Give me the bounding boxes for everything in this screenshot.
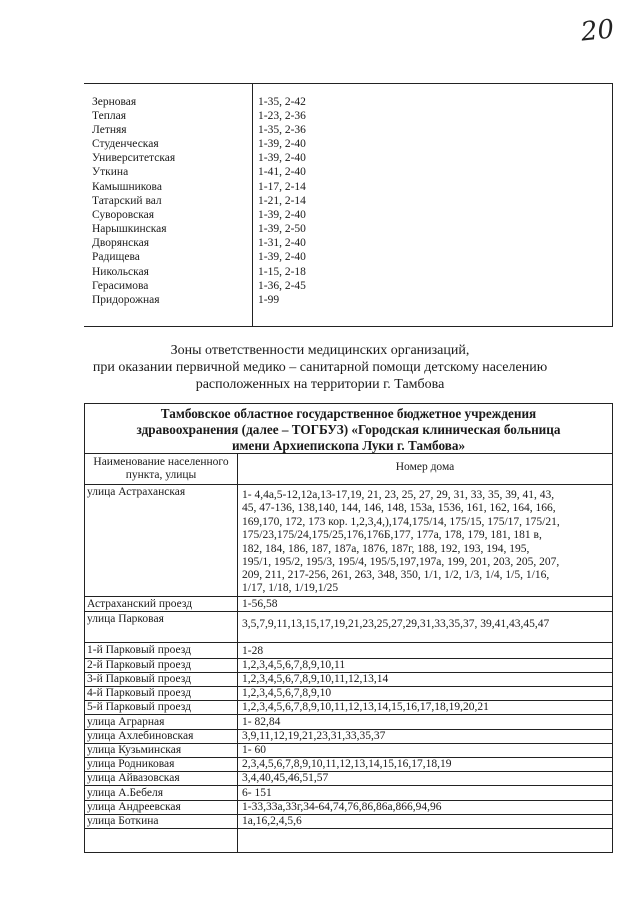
house-numbers-line: 1- 4,4а,5-12,12а,13-17,19, 21, 23, 25, 27, 29, 31, 33, 35, 39, 41, 43, <box>242 489 555 501</box>
house-numbers: 1-39, 2-40 <box>258 251 306 263</box>
house-numbers: 1-35, 2-42 <box>258 96 306 108</box>
street-name: улица А.Бебеля <box>87 787 163 799</box>
street-name: 4-й Парковый проезд <box>87 687 191 699</box>
street-name: 2-й Парковый проезд <box>87 659 191 671</box>
house-numbers-line: 209, 211, 217-256, 261, 263, 348, 350, 1/1, 1/2, 1/3, 1/4, 1/5, 1/16, <box>242 569 550 581</box>
house-numbers-line: 1/17, 1/18, 1/19,1/25 <box>242 582 339 594</box>
house-numbers: 1-35, 2-36 <box>258 124 306 136</box>
column-header-houses: Номер дома <box>395 461 455 473</box>
street-name: Радищева <box>92 251 140 263</box>
house-numbers: 1-23, 2-36 <box>258 110 306 122</box>
house-numbers-line: 3,5,7,9,11,13,15,17,19,21,23,25,27,29,31,33,35,37, 39,41,43,45,47 <box>242 618 550 630</box>
street-name: Придорожная <box>92 294 160 306</box>
house-numbers: 1-39, 2-40 <box>258 138 306 150</box>
house-numbers-line: 1,2,3,4,5,6,7,8,9,10,11,12,13,14,15,16,17,18,19,20,21 <box>242 701 489 713</box>
house-numbers: 1-17, 2-14 <box>258 181 306 193</box>
house-numbers-line: 175/23,175/24,175/25,176,176Б,177, 177а, 178, 179, 181, 181 в, <box>242 529 542 541</box>
street-name: 3-й Парковый проезд <box>87 673 191 685</box>
street-name: улица Ахлебиновская <box>87 730 194 742</box>
org-title-line: здравоохранения (далее – ТОГБУЗ) «Городская клиническая больница <box>136 422 561 437</box>
house-numbers-line: 1,2,3,4,5,6,7,8,9,10,11 <box>242 659 346 671</box>
street-name: улица Боткина <box>87 815 159 827</box>
street-name: Дворянская <box>92 237 150 249</box>
house-numbers-line: 6- 151 <box>242 787 272 799</box>
house-numbers-line: 169,170, 172, 173 кор. 1,2,3,4,),174,175/14, 175/15, 175/17, 175/21, <box>242 516 560 528</box>
column-header-line: пункта, улицы <box>125 469 197 481</box>
house-numbers: 1-39, 2-50 <box>258 223 306 235</box>
house-numbers-line: 1- 82,84 <box>242 716 281 728</box>
street-name: 1-й Парковый проезд <box>87 644 191 656</box>
page-number: 20 <box>579 14 616 48</box>
house-numbers-line: 1-33,33а,33г,34-64,74,76,86,86а,866,94,96 <box>242 801 442 813</box>
house-numbers-line: 1-28 <box>242 645 264 657</box>
section-heading <box>60 342 580 393</box>
house-numbers-line: 3,9,11,12,19,21,23,31,33,35,37 <box>242 730 386 742</box>
house-numbers: 1-31, 2-40 <box>258 237 306 249</box>
row-line <box>84 714 613 715</box>
house-numbers-line: 3,4,40,45,46,51,57 <box>242 772 329 784</box>
street-name: Татарский вал <box>92 195 162 207</box>
street-name: Суворовская <box>92 209 155 221</box>
row-line <box>84 403 613 404</box>
house-numbers-line: 182, 184, 186, 187, 187а, 1876, 187г, 188, 192, 193, 194, 195, <box>242 543 530 555</box>
house-numbers-line: 45, 47-136, 138,140, 144, 146, 148, 153а, 1536, 161, 162, 164, 166, <box>242 502 556 514</box>
street-name: улица Парковая <box>87 613 164 625</box>
column-header-street <box>86 456 236 482</box>
street-name: улица Родниковая <box>87 758 175 770</box>
column-header-line: Наименование населенного <box>93 456 229 468</box>
house-numbers: 1-39, 2-40 <box>258 209 306 221</box>
house-numbers-line: 195/1, 195/2, 195/3, 195/4, 195/5,197,197а, 199, 201, 203, 205, 207, <box>242 556 560 568</box>
house-numbers: 1-41, 2-40 <box>258 166 306 178</box>
row-line <box>84 484 613 485</box>
house-numbers: 1-36, 2-45 <box>258 280 306 292</box>
top-street-table <box>84 83 613 327</box>
street-name: улица Андреевская <box>87 801 181 813</box>
row-line <box>84 642 613 643</box>
row-line <box>84 852 613 853</box>
heading-line: Зоны ответственности медицинских организаций, <box>170 343 470 358</box>
street-name: Летняя <box>92 124 127 136</box>
house-numbers: 1-15, 2-18 <box>258 266 306 278</box>
house-numbers-line: 1,2,3,4,5,6,7,8,9,10 <box>242 687 332 699</box>
street-name: улица Астраханская <box>87 486 186 498</box>
street-name: улица Аграрная <box>87 716 165 728</box>
house-numbers-line: 1-56,58 <box>242 598 278 610</box>
house-numbers-line: 1,2,3,4,5,6,7,8,9,10,11,12,13,14 <box>242 673 389 685</box>
street-name: Нарышкинская <box>92 223 167 235</box>
row-line <box>84 828 613 829</box>
house-numbers: 1-21, 2-14 <box>258 195 306 207</box>
street-name: улица Кузьминская <box>87 744 182 756</box>
house-numbers-line: 1- 60 <box>242 744 266 756</box>
organization-title <box>92 406 605 454</box>
org-title-line: Тамбовское областное государственное бюджетное учреждения <box>160 406 537 421</box>
house-numbers-line: 1а,16,2,4,5,6 <box>242 815 302 827</box>
street-name: Астраханский проезд <box>87 598 193 610</box>
street-name: Зерновая <box>92 96 137 108</box>
house-numbers: 1-39, 2-40 <box>258 152 306 164</box>
street-name: 5-й Парковый проезд <box>87 701 191 713</box>
row-line <box>84 814 613 815</box>
heading-line: при оказании первичной медико – санитарной помощи детскому населению <box>92 360 548 375</box>
house-numbers-line: 2,3,4,5,6,7,8,9,10,11,12,13,14,15,16,17,18,19 <box>242 758 452 770</box>
top-table-divider <box>252 84 253 326</box>
heading-line: расположенных на территории г. Тамбова <box>195 377 445 392</box>
street-name: Теплая <box>92 110 126 122</box>
column-divider <box>237 453 238 853</box>
street-name: Камышникова <box>92 181 162 193</box>
house-numbers: 1-99 <box>258 294 280 306</box>
row-line <box>84 785 613 786</box>
street-name: Герасимова <box>92 280 149 292</box>
responsibility-zone-table <box>84 403 613 853</box>
row-line <box>84 596 613 597</box>
street-name: Уткина <box>92 166 129 178</box>
street-name: Университетская <box>92 152 176 164</box>
street-name: улица Айвазовская <box>87 772 180 784</box>
street-name: Никольская <box>92 266 149 278</box>
row-line <box>84 611 613 612</box>
street-name: Студенческая <box>92 138 159 150</box>
org-title-line: имени Архиепископа Луки г. Тамбова» <box>231 438 466 453</box>
